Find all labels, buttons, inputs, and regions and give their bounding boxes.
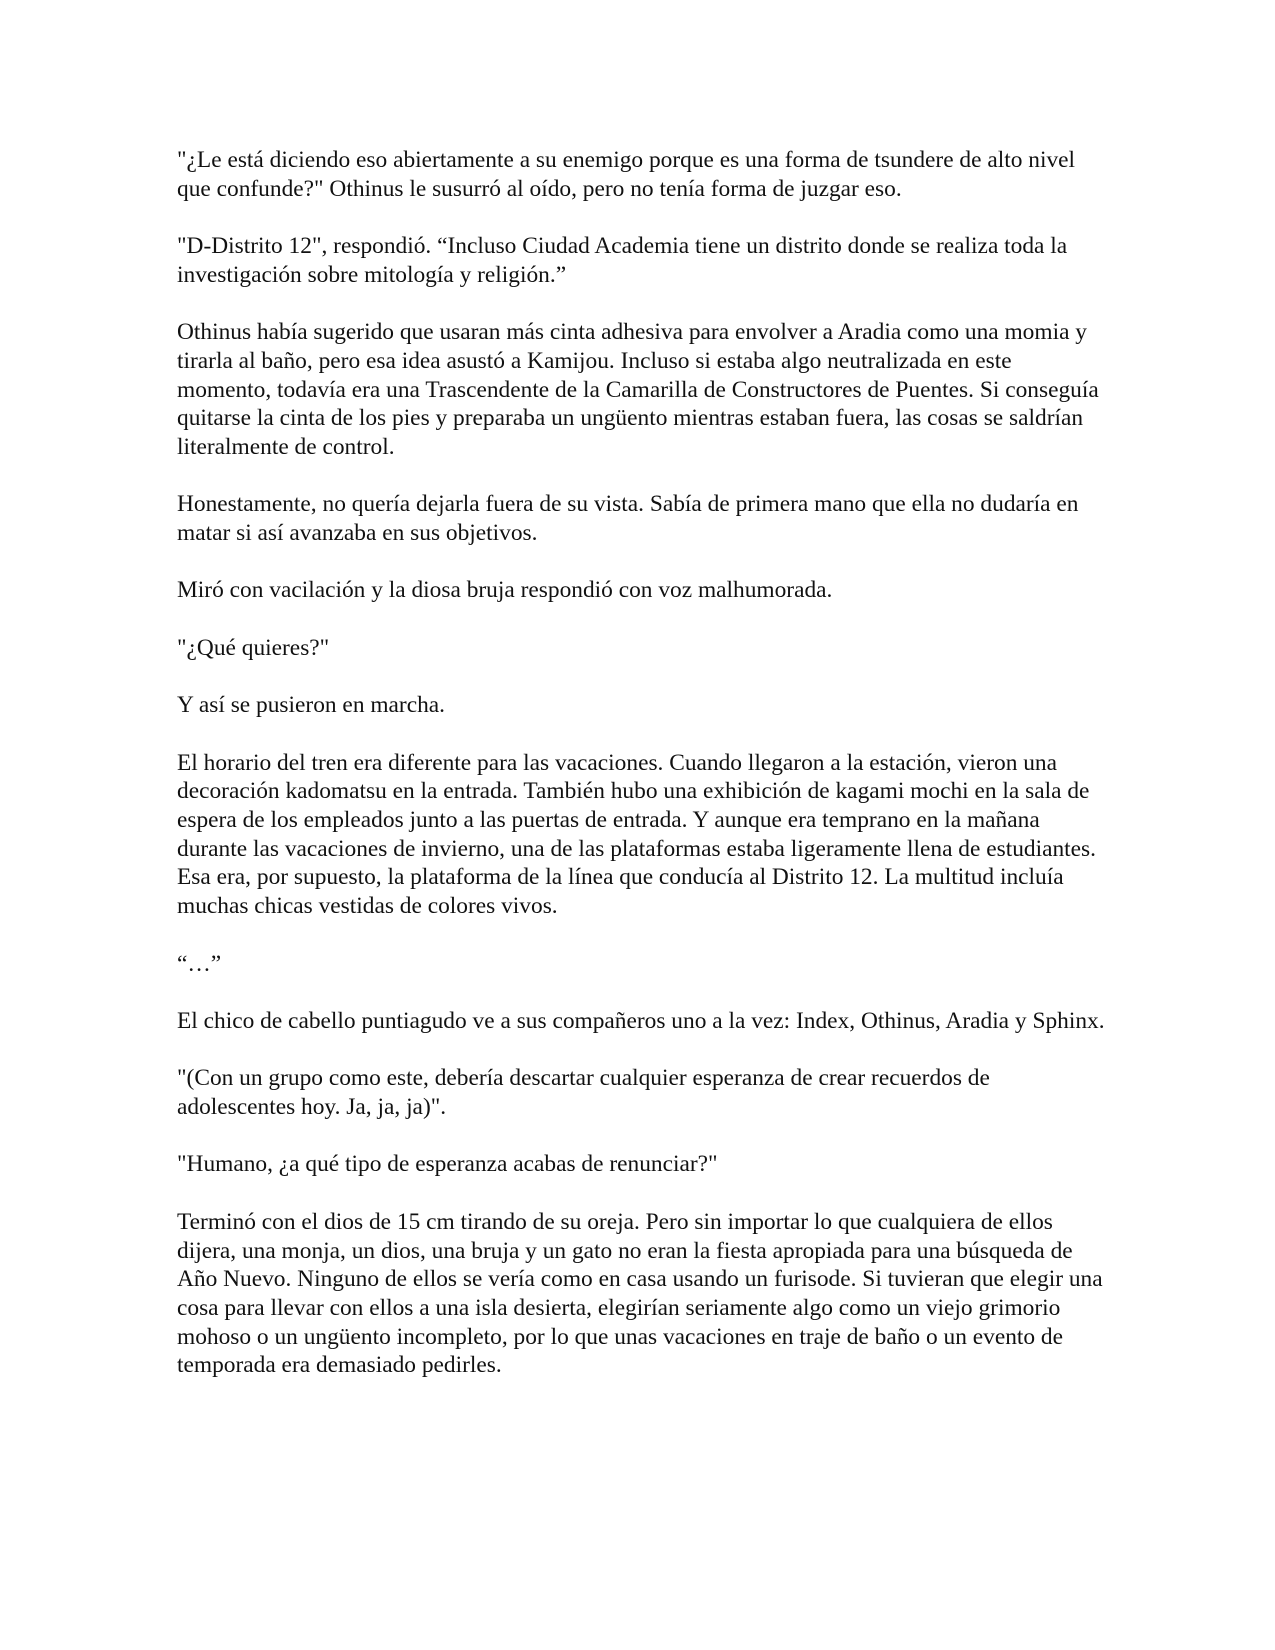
paragraph: Miró con vacilación y la diosa bruja respondió con voz malhumorada.	[177, 577, 833, 604]
paragraph: “…”	[177, 950, 222, 977]
paragraph: "Humano, ¿a qué tipo de esperanza acabas de renunciar?"	[177, 1151, 718, 1178]
paragraph: "D-Distrito 12", respondió. “Incluso Ciudad Academia tiene un distrito donde se realiza toda la investigación sobre mitología y religión.”	[177, 233, 1068, 288]
paragraph: Honestamente, no quería dejarla fuera de su vista. Sabía de primera mano que ella no dudaría en matar si así avanzaba en sus objetivos.	[177, 491, 1079, 547]
paragraph: "¿Qué quieres?"	[177, 634, 330, 661]
body-text	[177, 146, 1107, 1409]
paragraph: El chico de cabello puntiagudo ve a sus compañeros uno a la vez: Index, Othinus, Aradia y Sphinx.	[177, 1007, 1105, 1034]
paragraph: "¿Le está diciendo eso abiertamente a su enemigo porque es una forma de tsundere de alto nivel que confunde?" Othinus le susurró al oído, pero no tenía forma de juzgar eso.	[177, 147, 1076, 202]
paragraph: Y así se pusieron en marcha.	[177, 692, 446, 719]
paragraph: El horario del tren era diferente para las vacaciones. Cuando llegaron a la estación, vieron una decoración kadomatsu en la entrada. También hubo una exhibición de kagami mochi en la sala de espera de los empleados junto a las puertas de entrada. Y aunque era temprano en la mañana durante las vacaciones de invierno, una de las plataformas estaba ligeramente llena de estudiantes. Esa era, por supuesto, la plataforma de la línea que conducía al Distrito 12. La multitud incluía muchas chicas vestidas de colores vivos.	[177, 749, 1097, 920]
paragraph: Terminó con el dios de 15 cm tirando de su oreja. Pero sin importar lo que cualquiera de ellos dijera, una monja, un dios, una bruja y un gato no eran la fiesta apropiada para una búsqueda de Año Nuevo. Ninguno de ellos se vería como en casa usando un furisode. Si tuvieran que elegir una cosa para llevar con ellos a una isla desierta, elegirían seriamente algo como un viejo grimorio mohoso o un ungüento incompleto, por lo que unas vacaciones en traje de baño o un evento de temporada era demasiado pedirles.	[177, 1208, 1103, 1379]
paragraph: Othinus había sugerido que usaran más cinta adhesiva para envolver a Aradia como una momia y tirarla al baño, pero esa idea asustó a Kamijou. Incluso si estaba algo neutralizada en este momento, todavía era una Trascendente de la Camarilla de Constructores de Puentes. Si conseguía quitarse la cinta de los pies y preparaba un ungüento mientras estaban fuera, las cosas se saldrían literalmente de control.	[177, 319, 1099, 460]
paragraph: "(Con un grupo como este, debería descartar cualquier esperanza de crear recuerdos de adolescentes hoy. Ja, ja, ja)".	[177, 1065, 990, 1121]
